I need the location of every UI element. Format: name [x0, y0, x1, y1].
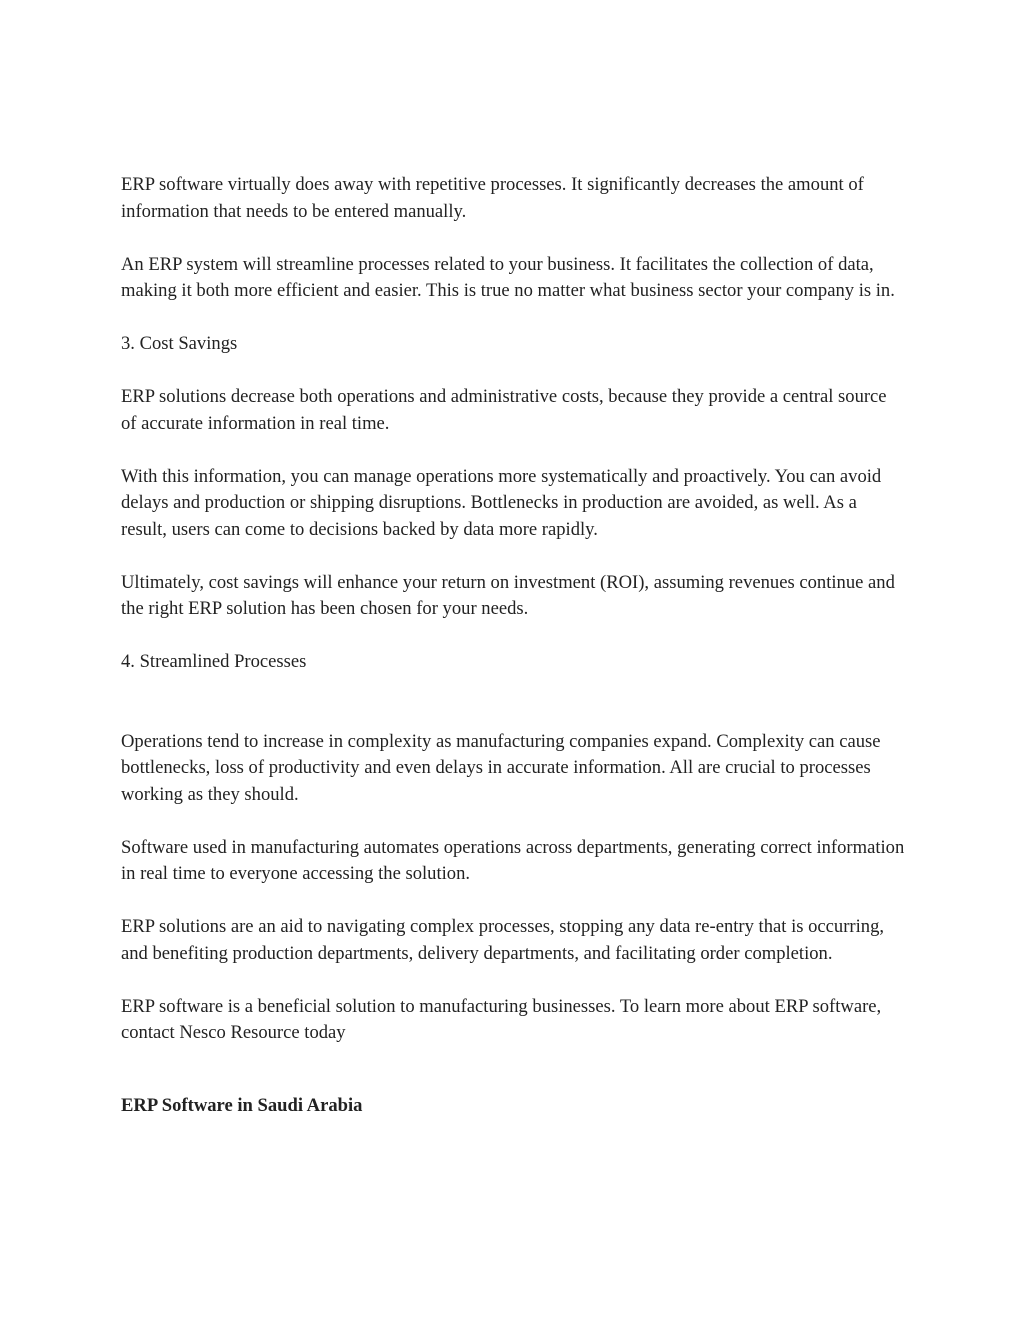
- final-heading: ERP Software in Saudi Arabia: [121, 1094, 363, 1116]
- paragraph-cost-decrease: ERP solutions decrease both operations and administrative costs, because they provide a central source of accurate information in real time.: [121, 386, 887, 434]
- paragraph-manufacturing-software: Software used in manufacturing automates operations across departments, generating correct information in real time to everyone accessing the solution.: [121, 836, 905, 884]
- paragraph-intro: ERP software virtually does away with repetitive processes. It significantly decreases the amount of information that needs to be entered manually.: [121, 174, 864, 222]
- paragraph-roi: Ultimately, cost savings will enhance your return on investment (ROI), assuming revenues continue and the right ERP solution has been chosen for your needs.: [121, 571, 895, 619]
- paragraph-manage-operations: With this information, you can manage operations more systematically and proactively. You can avoid delays and production or shipping disruptions. Bottlenecks in production are avoided, as well. As a result, users can come to decisions backed by data more rapidly.: [121, 465, 882, 540]
- paragraph-erp-system: An ERP system will streamline processes related to your business. It facilitates the collection of data, making it both more efficient and easier. This is true no matter what business sector your company is in.: [121, 253, 895, 301]
- paragraph-complexity: Operations tend to increase in complexity as manufacturing companies expand. Complexity can cause bottlenecks, loss of productivity and even delays in accurate information. All are crucial to processes working as they should.: [121, 730, 881, 805]
- section-heading-streamlined-processes: 4. Streamlined Processes: [121, 651, 307, 672]
- document-body: [121, 172, 906, 1146]
- paragraph-complex-processes: ERP solutions are an aid to navigating complex processes, stopping any data re-entry that is occurring, and benefiting production departments, delivery departments, and facilitating order completion.: [121, 916, 885, 964]
- section-heading-cost-savings: 3. Cost Savings: [121, 333, 238, 354]
- paragraph-conclusion: ERP software is a beneficial solution to manufacturing businesses. To learn more about ERP software, contact Nesco Resource today: [121, 995, 882, 1043]
